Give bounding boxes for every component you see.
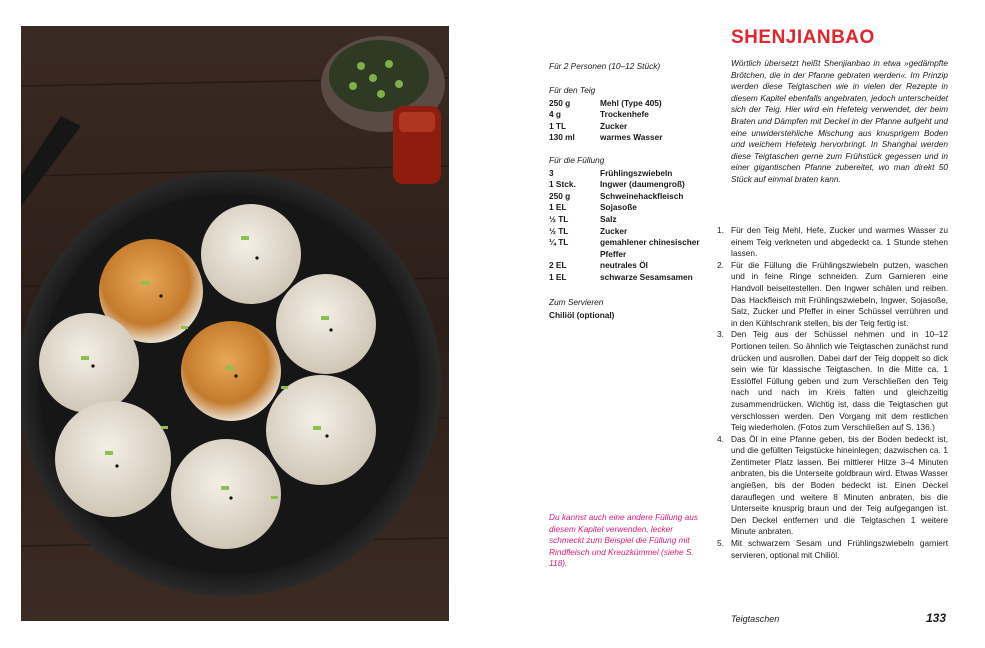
ingredient-row [549, 168, 700, 180]
ingredient-name: neutrales Öl [600, 260, 648, 271]
ingredient-row [549, 237, 700, 260]
ingredient-name: gemahlener chinesischer Pfeffer [600, 237, 700, 259]
ingredients-heading: Für den Teig [549, 85, 596, 95]
step-number: 1. [717, 225, 724, 235]
step-item [717, 329, 948, 433]
ingredient-qty: 3 [549, 167, 554, 178]
ingredient-name: Schweinehackfleisch [600, 190, 684, 201]
ingredient-name: Frühlingszwiebeln [600, 167, 673, 178]
step-text: Das Öl in eine Pfanne geben, bis der Boden bedeckt ist, und die gefüllten Teigstücke hineinlegen; dazwischen ca. 1 Zentimeter Platz lassen. Bei mittlerer Hitze 3–4 Minuten anbraten, bis die Unterseite goldbraun wird. Etwas Wasser angießen, bis der Boden bedeckt ist. Einen Deckel darauflegen und weitere 8 Minuten anbraten, bis die Unterseite knusprig braun und der Teig aufgegangen ist. Den Deckel entfernen und die Teigtaschen 1 weitere Minute anbraten. [731, 433, 948, 537]
step-text: Mit schwarzem Sesam und Frühlingszwiebeln garniert servieren, optional mit Chiliöl. [731, 538, 948, 560]
step-number: 5. [717, 538, 724, 549]
recipe-serves: Für 2 Personen (10–12 Stück) [549, 61, 661, 71]
step-text: Den Teig aus der Schüssel nehmen und in 10–12 Portionen teilen. So ähnlich wie Teigtaschen zunächst rund drücken und ausrollen. Dabei darf der Teig doppelt so dick sein wie für klassische Teigtaschen. In die Mitte ca. 1 Esslöffel Füllung geben und zum Verschließen den Teig nach und nach im Kreis falten und gleichzeitig zusammendrücken. Wichtig ist, dass die Teigtaschen gut verschlossen werden. Den Vorgang mit dem restlichen Teig wiederholen. (Fotos zum Verschließen auf S. 136.) [731, 329, 948, 433]
recipe-photo [21, 26, 449, 621]
ingredient-row [549, 191, 700, 203]
ingredient-qty: 250 g [549, 190, 571, 201]
ingredient-row [549, 109, 700, 121]
step-item [717, 260, 948, 330]
step-item [717, 538, 948, 561]
ingredient-qty: 1 EL [549, 271, 567, 282]
ingredients-heading: Zum Servieren [549, 297, 604, 307]
step-number: 2. [717, 259, 724, 270]
recipe-intro: Wörtlich übersetzt heißt Shenjianbao in etwa »gedämpfte Brötchen, die in der Pfanne gebraten werden«. Im Prinzip werden diese Teigtaschen wie in vielen der Rezepte in diesem Kapitel ebenfalls angebraten, jedoch unterscheidet sich der Teig. Hier wird ein Hefeteig verwendet, der beim Braten und Dämpfen mit Deckel in der Pfanne aufgeht und eine unwiderstehliche Mischung aus knusprigem Boden und weichem Hefeteig hervorbringt. In Shanghai werden diese Teigtaschen gerne zum Frühstück gegessen und in einer gigantischen Pfanne zubereitet, wo man direkt 50 Stück auf einmal braten kann. [731, 58, 948, 184]
ingredient-row [549, 272, 700, 284]
ingredients-section-dough [549, 85, 700, 144]
ingredient-name: Trockenhefe [600, 109, 649, 120]
step-item [717, 434, 948, 538]
ingredient-name: Zucker [600, 225, 628, 236]
ingredient-row [549, 132, 700, 144]
ingredient-row [549, 179, 700, 191]
ingredient-row [549, 226, 700, 238]
step-number: 4. [717, 433, 724, 444]
footer-section-label: Teigtaschen [731, 614, 780, 624]
step-item [717, 225, 948, 260]
ingredient-row [549, 202, 700, 214]
ingredient-qty: 4 g [549, 109, 561, 120]
ingredient-qty: 1 Stck. [549, 179, 576, 190]
ingredient-qty: Chiliöl (optional) [549, 309, 615, 320]
page-number: 133 [926, 611, 947, 625]
ingredient-row [549, 121, 700, 133]
ingredient-row [549, 310, 614, 322]
ingredient-name: warmes Wasser [600, 132, 663, 143]
ingredient-qty: 1 EL [549, 202, 567, 213]
recipe-tip: Du kannst auch eine andere Füllung aus diesem Kapitel verwenden, lecker schmeckt zum Beispiel die Füllung mit Rindfleisch und Kreuzkümmel (siehe S. 118). [549, 512, 698, 569]
ingredient-name: Mehl (Type 405) [600, 97, 662, 108]
ingredients-section-filling [549, 155, 700, 284]
ingredient-qty: 1 TL [549, 120, 567, 131]
ingredient-qty: 2 EL [549, 260, 567, 271]
ingredient-row [549, 260, 700, 272]
ingredient-name: schwarze Sesamsamen [600, 271, 693, 282]
ingredient-name: Ingwer (daumengroß) [600, 179, 685, 190]
ingredient-qty: ¼ TL [549, 237, 569, 248]
ingredient-row [549, 98, 700, 110]
ingredients-heading: Für die Füllung [549, 155, 605, 165]
recipe-title: SHENJIANBAO [731, 27, 875, 48]
ingredients-section-serving [549, 297, 614, 321]
ingredient-name: Zucker [600, 120, 628, 131]
step-number: 3. [717, 329, 724, 340]
ingredient-qty: ½ TL [549, 213, 569, 224]
ingredient-name: Sojasoße [600, 202, 637, 213]
ingredient-qty: 130 ml [549, 132, 575, 143]
step-text: Für den Teig Mehl, Hefe, Zucker und warmes Wasser zu einem Teig verkneten und abgedeckt ca. 1 Stunde stehen lassen. [731, 225, 948, 259]
ingredient-row [549, 214, 700, 226]
ingredient-qty: 250 g [549, 97, 571, 108]
ingredient-qty: ½ TL [549, 225, 569, 236]
ingredient-name: Salz [600, 213, 617, 224]
instruction-steps [717, 225, 948, 561]
step-text: Für die Füllung die Frühlingszwiebeln putzen, waschen und in feine Ringe schneiden. Zum Garnieren eine Handvoll beiseitestellen. Den Ingwer schälen und reiben. Das Hackfleisch mit Frühlingszwiebeln, Ingwer, Sojasoße, Salz, Zucker und Pfeffer in einer Schüssel verrühren und in den Kühlschrank stellen, bis der Teig fertig ist. [731, 259, 948, 328]
